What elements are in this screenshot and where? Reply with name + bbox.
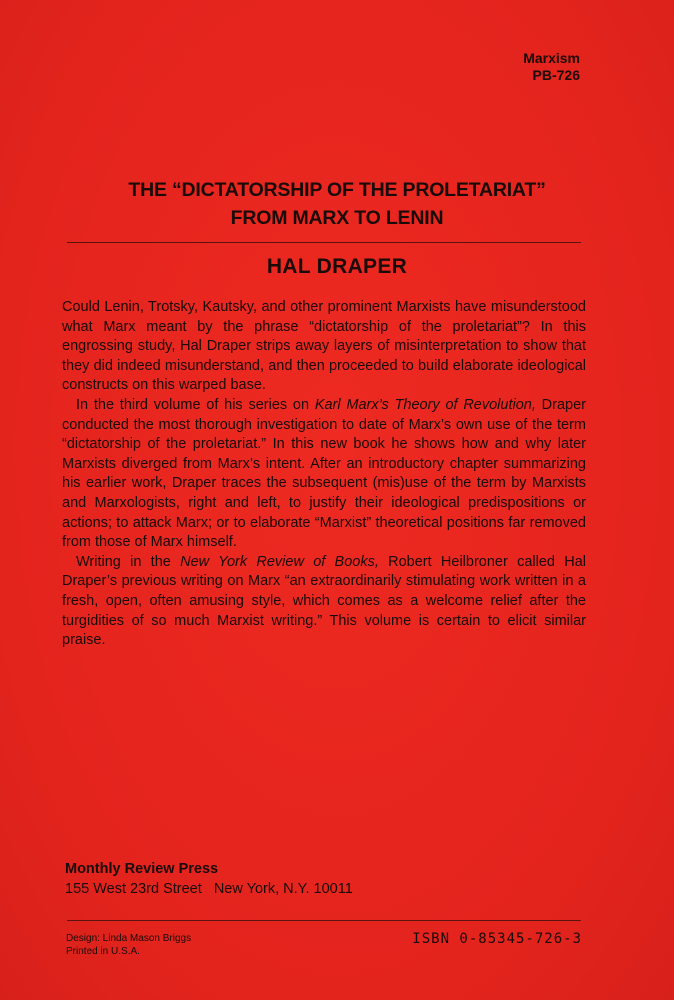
blurb-text: Draper conducted the most thorough investigation to date of Marx’s own use of the term “dictatorship of the proletariat.” In this new book he shows how and why later Marxists diverged from Marx’s intent. After an introductory chapter summarizing his earlier work, Draper traces the subsequent (mis)use of the term by Marxists and Marxologists, right and left, to justify their ideological predispositions or actions; to attack Marx; or to elaborate “Marxist” theoretical positions far removed from those of Marx himself.	[62, 396, 586, 551]
blurb-text: In the third volume of his series on	[76, 396, 315, 413]
blurb-paragraph-3	[62, 553, 586, 651]
blurb-text: Writing in the	[76, 553, 181, 570]
isbn-number: ISBN 0-85345-726-3	[412, 931, 582, 947]
credits	[66, 932, 191, 958]
publisher-name: Monthly Review Press	[65, 861, 219, 877]
book-title-line-2: FROM MARX TO LENIN	[230, 207, 444, 229]
title-divider	[67, 242, 581, 243]
blurb-text: Robert Heilbroner called Hal Draper’s previous writing on Marx “an extraordinarily stimulating work written in a fresh, open, often amusing style, which comes as a welcome relief after the turgidities of so much Marxist writing.” This volume is certain to elicit similar praise.	[62, 553, 586, 649]
series-category: Marxism	[523, 50, 580, 66]
publication-reference: New York Review of Books,	[180, 553, 379, 570]
publisher-address: 155 West 23rd Street New York, N.Y. 10011	[65, 881, 353, 897]
series-label	[523, 50, 580, 84]
design-credit: Design: Linda Mason Briggs	[66, 933, 192, 944]
blurb-paragraph-2	[62, 396, 586, 553]
book-title-line-1: THE “DICTATORSHIP OF THE PROLETARIAT”	[128, 179, 546, 201]
description-blurb	[62, 298, 586, 651]
footer-divider	[67, 920, 581, 921]
book-reference: Karl Marx’s Theory of Revolution,	[314, 396, 536, 413]
printed-credit: Printed in U.S.A.	[66, 946, 140, 957]
book-title	[40, 176, 634, 232]
author-name: HAL DRAPER	[266, 255, 408, 278]
series-code: PB-726	[532, 67, 580, 83]
blurb-paragraph-1: Could Lenin, Trotsky, Kautsky, and other prominent Marxists have misunderstood what Marx meant by the phrase “dictatorship of the proletariat”? In this engrossing study, Hal Draper strips away layers of misinterpretation to show that they did indeed misunderstand, and then proceeded to build elaborate ideological constructs on this warped base.	[62, 299, 586, 394]
publisher-block	[65, 859, 353, 899]
